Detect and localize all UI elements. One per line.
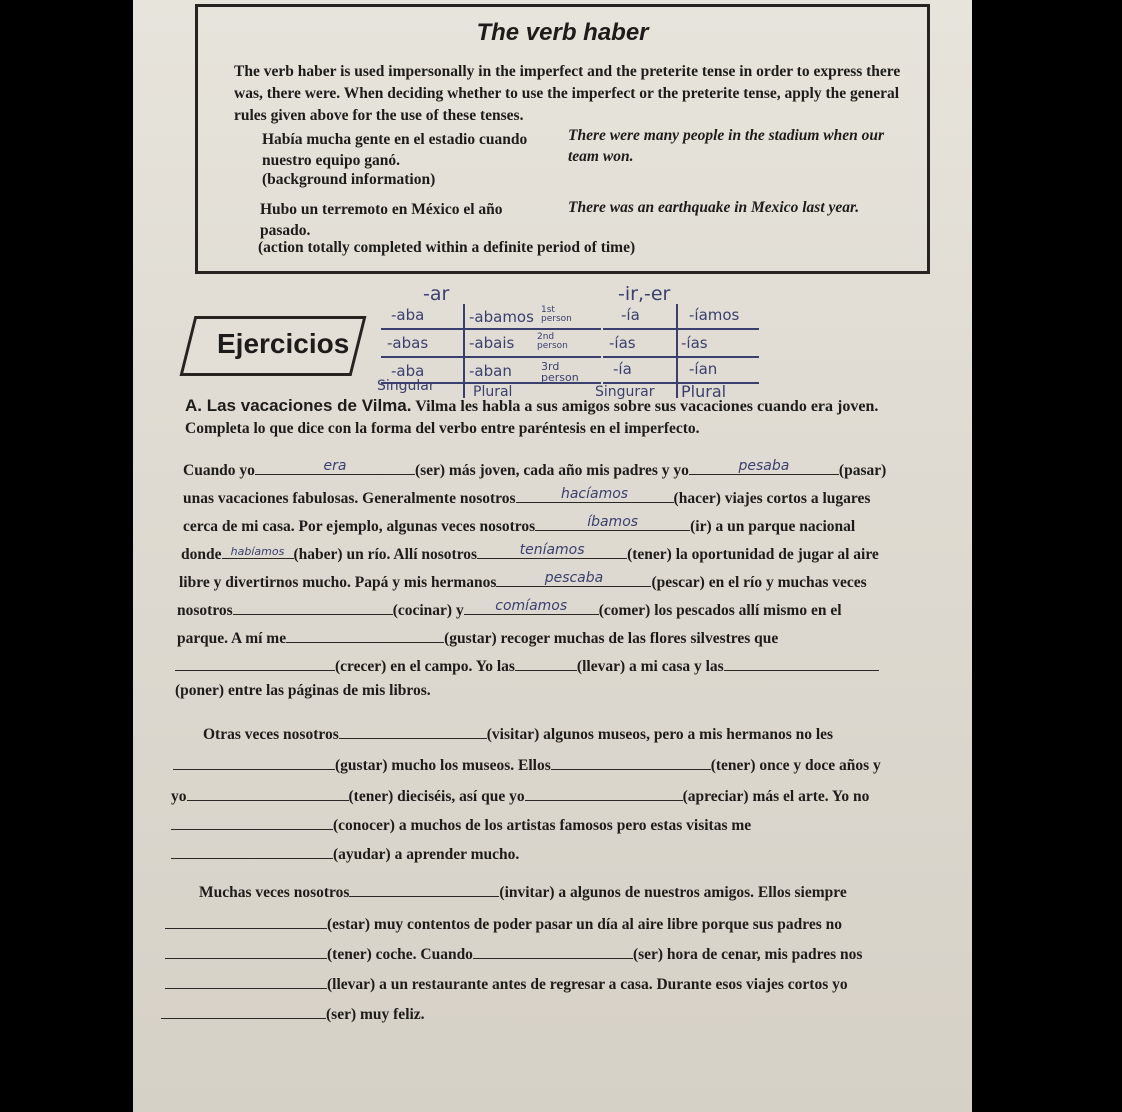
chart-ir-r1c2: -íamos [689,306,740,324]
chart-ir-r1c1: -ía [621,306,640,324]
box-intro: The verb haber is used impersonally in the imperfect and the preterite tense in order to express there was, there were. When deciding whether to use the imperfect or the preterite tense, apply the general rules given above for the use of these tenses. [234,63,901,124]
example1-note: (background information) [262,171,436,188]
exercise-line-18: (llevar) a un restaurante antes de regresar a casa. Durante esos viajes cortos yo [165,972,848,994]
chart-ar-r3c2: -aban [469,362,512,380]
example1-english: There were many people in the stadium when our team won. [568,127,885,165]
chart-ir-r3c1: -ía [613,360,632,378]
answer-blank-4[interactable]: íbamos [535,514,690,531]
answer-blank-25[interactable] [165,972,327,989]
chart-singular-2: Singurar [595,384,655,400]
answer-blank-12[interactable] [515,654,577,671]
section-a-heading: A. Las vacaciones de Vilma. [185,396,412,415]
exercise-line-8: (crecer) en el campo. Yo las (llevar) a mi casa y las [175,654,879,676]
exercise-line-4: donde habíamos (haber) un río. Allí nosotros teníamos (tener) la oportunidad de jugar al aire [181,542,879,563]
section-a-title [185,396,878,416]
answer-blank-9[interactable]: comíamos [464,598,599,615]
answer-blank-11[interactable] [175,654,335,671]
answer-blank-13[interactable] [724,654,879,671]
chart-ir-r3c2: -ían [689,360,718,378]
answer-blank-17[interactable] [187,784,349,801]
exercise-line-13: (conocer) a muchos de los artistas famosos pero estas visitas me [171,813,751,835]
chart-plural-2: Plural [681,382,727,401]
answer-blank-1[interactable]: era [255,458,415,475]
answer-blank-14[interactable] [339,722,487,739]
answer-blank-16[interactable] [551,753,711,770]
answer-blank-2[interactable]: pesaba [689,458,839,475]
exercise-line-7: parque. A mí me (gustar) recoger muchas de las flores silvestres que [177,626,778,648]
answer-blank-24[interactable] [473,942,633,959]
answer-blank-3[interactable]: hacíamos [516,486,674,503]
answer-blank-21[interactable] [349,880,499,897]
chart-ar-r3c1: -aba [391,362,425,380]
exercise-line-15: Muchas veces nosotros (invitar) a algunos de nuestros amigos. Ellos siempre [199,880,847,902]
answer-blank-20[interactable] [171,842,333,859]
exercise-line-1: Cuando yo era (ser) más joven, cada año mis padres y yo pesaba (pasar) [183,458,887,479]
exercise-line-17: (tener) coche. Cuando (ser) hora de cenar, mis padres nos [165,942,862,964]
chart-ir-header: -ir,-er [618,283,671,305]
answer-blank-19[interactable] [171,813,333,830]
answer-blank-26[interactable] [161,1002,326,1019]
chart-ar-r2c1: -abas [387,334,429,352]
answer-blank-10[interactable] [286,626,444,643]
chart-ar-r1c2: -abamos [469,308,534,326]
exercise-line-19: (ser) muy feliz. [161,1002,425,1024]
example2-english: There was an earthquake in Mexico last year. [568,199,860,216]
exercise-line-16: (estar) muy contentos de poder pasar un día al aire libre porque sus padres no [165,912,842,934]
exercise-line-10: Otras veces nosotros (visitar) algunos museos, pero a mis hermanos no les [203,722,833,744]
section-a-instruction: Completa lo que dice con la forma del verbo entre paréntesis en el imperfecto. [185,420,700,437]
exercise-line-3: cerca de mi casa. Por ejemplo, algunas veces nosotros íbamos (ir) a un parque nacional [183,514,856,535]
worksheet-page [133,0,972,1112]
answer-blank-15[interactable] [173,753,335,770]
answer-blank-7[interactable]: pescaba [496,570,651,587]
exercise-line-9: (poner) entre las páginas de mis libros. [175,682,431,699]
chart-singular: Singular [377,378,435,394]
chart-ir-r2c2: -ías [681,334,708,352]
section-a-subtitle: Vilma les habla a sus amigos sobre sus vacaciones cuando era joven. [415,398,879,415]
box-title: The verb haber [476,19,649,46]
example2-note: (action totally completed within a definite period of time) [258,239,636,256]
exercise-line-5: libre y divertirnos mucho. Papá y mis hermanos pescaba (pescar) en el río y muchas veces [179,570,867,591]
answer-blank-18[interactable] [525,784,683,801]
exercise-line-14: (ayudar) a aprender mucho. [171,842,519,864]
chart-ar-r2c2: -abais [469,334,515,352]
exercises-title: Ejercicios [217,328,350,359]
exercise-line-2: unas vacaciones fabulosas. Generalmente nosotros hacíamos (hacer) viajes cortos a lugares [183,486,871,507]
grammar-box [195,4,930,274]
exercise-line-11: (gustar) mucho los museos. Ellos (tener) once y doce años y [173,753,881,775]
answer-blank-5[interactable]: habíamos [222,542,294,559]
chart-ar-r1c1: -aba [391,306,425,324]
answer-blank-6[interactable]: teníamos [477,542,627,559]
chart-ir-r2c1: -ías [609,334,636,352]
example2-spanish: Hubo un terremoto en México el año pasado. [260,201,503,239]
chart-plural: Plural [473,384,513,400]
chart-ar-header: -ar [423,283,450,305]
chart-person-2: 2nd person [537,332,568,351]
answer-blank-8[interactable] [233,598,393,615]
exercise-line-12: yo (tener) dieciséis, así que yo (apreciar) más el arte. Yo no [171,784,869,806]
exercise-line-6: nosotros (cocinar) y comíamos (comer) los pescados allí mismo en el [177,598,842,619]
example1-spanish: Había mucha gente en el estadio cuando nuestro equipo ganó. [262,131,528,169]
answer-blank-23[interactable] [165,942,327,959]
chart-person-1: 1st person [541,305,572,324]
chart-person-3: 3rd person [541,360,579,384]
answer-blank-22[interactable] [165,912,327,929]
